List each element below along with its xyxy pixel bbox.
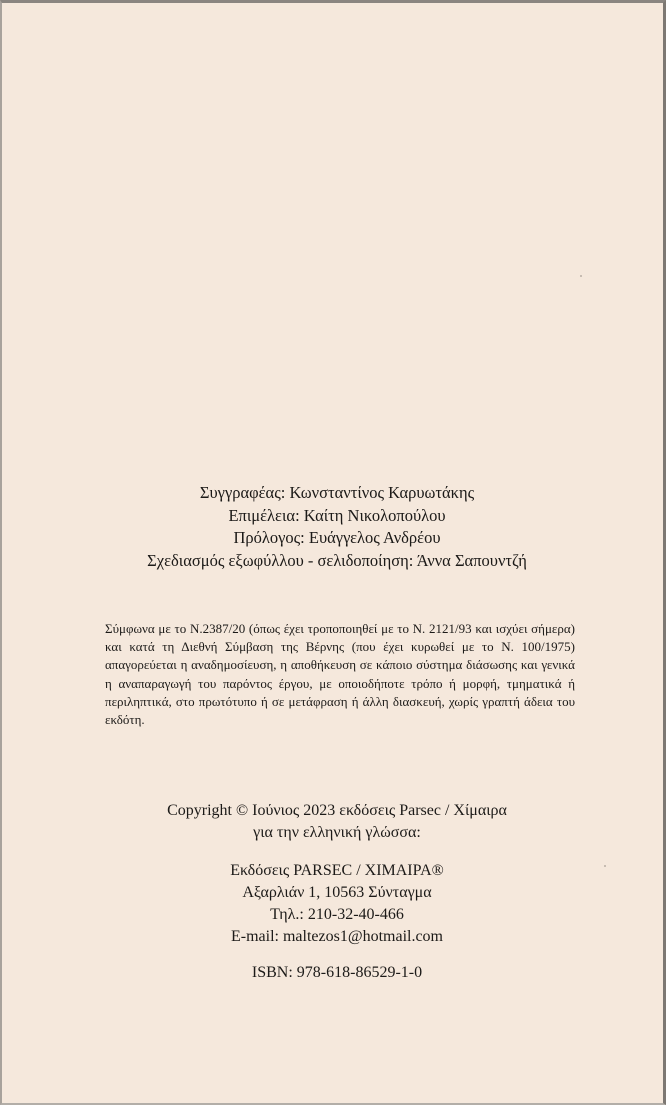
design-credit: Σχεδιασμός εξωφύλλου - σελιδοποίηση: Άννα Σαπουντζή bbox=[147, 550, 527, 570]
isbn-line: ISBN: 978-618-86529-1-0 bbox=[251, 964, 423, 981]
credits-block bbox=[82, 482, 592, 572]
publisher-address: Αξαρλιάν 1, 10563 Σύνταγμα bbox=[242, 884, 432, 901]
language-line: για την ελληνική γλώσσα: bbox=[253, 824, 421, 841]
editor-credit: Επιμέλεια: Καίτη Νικολοπούλου bbox=[228, 505, 446, 525]
author-credit: Συγγραφέας: Κωνσταντίνος Καρυωτάκης bbox=[199, 483, 475, 502]
paper-speck bbox=[580, 275, 582, 277]
foreword-credit: Πρόλογος: Ευάγγελος Ανδρέου bbox=[233, 528, 441, 547]
paper-speck bbox=[604, 865, 606, 867]
publisher-email: E-mail: maltezos1@hotmail.com bbox=[230, 928, 443, 945]
copyright-line: Copyright © Ιούνιος 2023 εκδόσεις Parsec / Χίμαιρα bbox=[167, 802, 507, 819]
publisher-name: Εκδόσεις PARSEC / ΧΙΜΑΙΡΑ® bbox=[230, 862, 444, 879]
publisher-phone: Τηλ.: 210-32-40-466 bbox=[270, 906, 404, 923]
publisher-block bbox=[82, 800, 592, 984]
imprint-page bbox=[2, 3, 663, 1103]
copyright-notice: Σύμφωνα με το Ν.2387/20 (όπως έχει τροποποιηθεί με το Ν. 2121/93 και ισχύει σήμερα) και κατά τη Διεθνή Σύμβαση της Βέρνης (που έχει κυρωθεί με το Ν. 100/1975) απαγορεύεται η αναδημοσίευση, η αποθήκευση σε κάποιο σύστημα διάσωσης και γενικά η αναπαραγωγή του παρόντος έργου, με οποιοδήποτε τρόπο ή μορφή, τμηματικά ή περιληπτικά, στο πρωτότυπο ή σε μετάφραση ή άλλη διασκευή, χωρίς γραπτή άδεια του εκδότη. bbox=[105, 621, 575, 728]
